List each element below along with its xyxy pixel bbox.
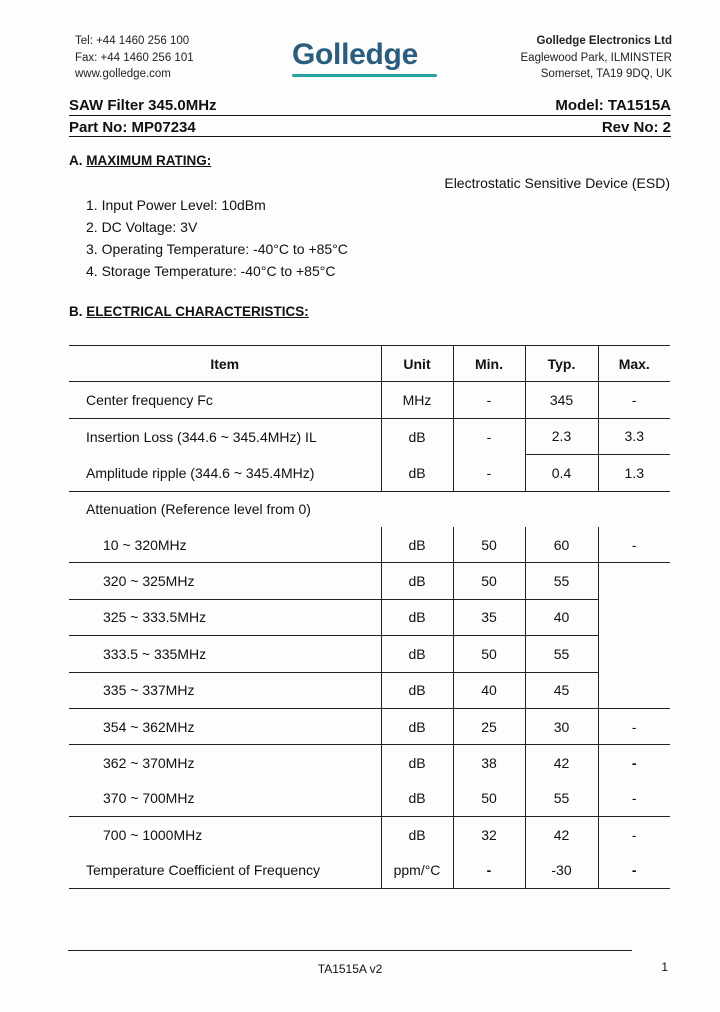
max-rating-list xyxy=(86,194,348,282)
product-name: SAW Filter 345.0MHz xyxy=(69,97,217,114)
phone-number: Tel: +44 1460 256 100 xyxy=(75,35,190,47)
list-item: 2. DC Voltage: 3V xyxy=(86,219,198,235)
table-row: 700 ~ 1000MHz dB 32 42 - xyxy=(69,817,670,853)
section-b-heading: B. ELECTRICAL CHARACTERISTICS: xyxy=(69,304,309,319)
company-name: Golledge Electronics Ltd xyxy=(536,35,672,47)
model-number: Model: TA1515A xyxy=(555,97,671,114)
table-row: Temperature Coefficient of Frequency ppm/°C - -30 - xyxy=(69,852,670,888)
list-item: 1. Input Power Level: 10dBm xyxy=(86,197,266,213)
header-unit: Unit xyxy=(381,346,453,382)
contact-info xyxy=(75,33,194,83)
title-row-part xyxy=(69,116,671,136)
table-row: 362 ~ 370MHz dB 38 42 - xyxy=(69,745,670,781)
section-a-heading: A. MAXIMUM RATING: xyxy=(69,153,212,168)
header-max: Max. xyxy=(598,346,670,382)
table-row: Insertion Loss (344.6 ~ 345.4MHz) IL dB - 2.3 3.3 xyxy=(69,418,670,454)
header-item: Item xyxy=(69,346,381,382)
part-number: Part No: MP07234 xyxy=(69,119,196,136)
table-row: 320 ~ 325MHz dB 50 55 xyxy=(69,563,670,599)
title-row-product xyxy=(69,94,671,114)
page-number: 1 xyxy=(661,960,668,974)
company-address xyxy=(521,33,672,83)
list-item: 3. Operating Temperature: -40°C to +85°C xyxy=(86,241,348,257)
logo-swoosh xyxy=(292,74,437,77)
esd-notice: Electrostatic Sensitive Device (ESD) xyxy=(444,175,670,191)
table-row: 354 ~ 362MHz dB 25 30 - xyxy=(69,708,670,744)
table-row: Amplitude ripple (344.6 ~ 345.4MHz) dB - 0.4 1.3 xyxy=(69,455,670,491)
address-line-1: Eaglewood Park, ILMINSTER xyxy=(520,51,672,64)
table-row: Center frequency Fc MHz - 345 - xyxy=(69,382,670,418)
footer-divider xyxy=(68,950,632,951)
table-row: 333.5 ~ 335MHz dB 50 55 xyxy=(69,636,670,672)
revision-number: Rev No: 2 xyxy=(601,119,671,136)
table-row: 10 ~ 320MHz dB 50 60 - xyxy=(69,527,670,563)
divider xyxy=(69,136,671,137)
fax-number: Fax: +44 1460 256 101 xyxy=(75,51,194,64)
table-row: Attenuation (Reference level from 0) xyxy=(69,491,670,527)
footer-doc-ref: TA1515A v2 xyxy=(317,962,383,976)
table-row: 335 ~ 337MHz dB 40 45 xyxy=(69,672,670,708)
address-line-2: Somerset, TA19 9DQ, UK xyxy=(540,68,672,80)
list-item: 4. Storage Temperature: -40°C to +85°C xyxy=(86,263,336,279)
header-typ: Typ. xyxy=(525,346,598,382)
golledge-logo: Golledge xyxy=(292,38,418,71)
electrical-characteristics-table xyxy=(69,345,670,889)
table-row: 325 ~ 333.5MHz dB 35 40 xyxy=(69,599,670,635)
table-row: 370 ~ 700MHz dB 50 55 - xyxy=(69,781,670,817)
website: www.golledge.com xyxy=(75,68,171,80)
header-min: Min. xyxy=(453,346,525,382)
table-header-row xyxy=(69,346,670,382)
